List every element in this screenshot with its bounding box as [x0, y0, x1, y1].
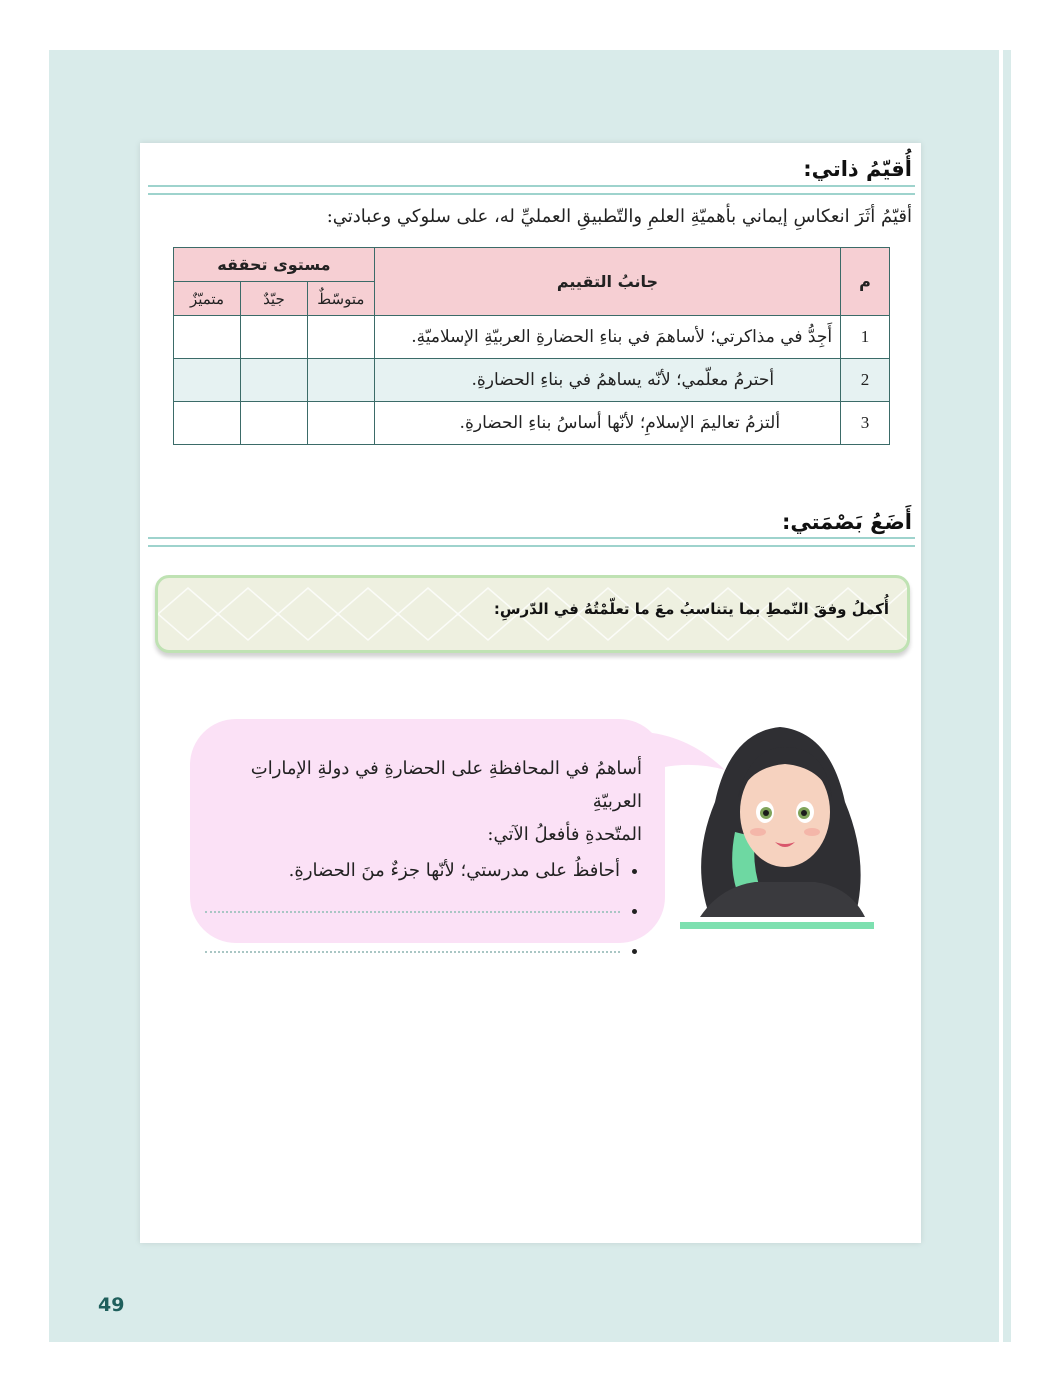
instruction-box: [155, 575, 910, 653]
rating-cell-excellent[interactable]: [174, 402, 241, 445]
row-number: 3: [841, 402, 890, 445]
bubble-list: [197, 851, 642, 971]
rating-cell-excellent[interactable]: [174, 316, 241, 359]
row-number: 2: [841, 359, 890, 402]
assessment-intro: أقيّمُ أثَرَ انعكاسِ إيماني بأهميّةِ العلمِ والتّطبيقِ العمليِّ له، على سلوكي وعبادتي:: [326, 206, 912, 227]
row-number: 1: [841, 316, 890, 359]
heading-rule: [148, 537, 915, 547]
row-aspect: أَجِدُّ في مذاكرتي؛ لأساهمَ في بناءِ الحضارةِ العربيّةِ الإسلاميّةِ.: [374, 316, 840, 359]
bubble-line-2: المتّحدةِ فأفعلُ الآتي:: [487, 824, 642, 845]
rating-cell-good[interactable]: [240, 316, 307, 359]
col-num-header: م: [841, 248, 890, 316]
rating-cell-excellent[interactable]: [174, 359, 241, 402]
page-number: 49: [98, 1294, 125, 1316]
col-level-header: مستوى تحققه: [174, 248, 375, 282]
level-good: جيّدٌ: [240, 282, 307, 316]
rating-cell-good[interactable]: [240, 359, 307, 402]
rating-cell-average[interactable]: [307, 402, 374, 445]
level-excellent: متميّزٌ: [174, 282, 241, 316]
col-aspect-header: جانبُ التقييم: [374, 248, 840, 316]
row-aspect: أحترمُ معلّمي؛ لأنّه يساهمُ في بناءِ الحضارةِ.: [374, 359, 840, 402]
level-average: متوسّطٌ: [307, 282, 374, 316]
answer-line[interactable]: [205, 949, 620, 953]
bubble-line-1: أساهمُ في المحافظةِ على الحضارةِ في دولةِ الإماراتِ العربيّةِ: [250, 758, 642, 812]
row-aspect: ألتزمُ تعاليمَ الإسلامِ؛ لأنّها أساسُ بناءِ الحضارةِ.: [374, 402, 840, 445]
my-imprint-heading: أَضَعُ بَصْمَتي:: [781, 510, 912, 534]
page-edge-strip: [1003, 50, 1011, 1342]
instruction-text: أُكملُ وفقَ النّمطِ بما يتناسبُ معَ ما تعلّمْتُهُ في الدّرسِ:: [493, 600, 889, 618]
table-row: [174, 359, 890, 402]
rating-cell-average[interactable]: [307, 316, 374, 359]
bullet-text: أحافظُ على مدرستي؛ لأنّها جزءٌ منَ الحضارةِ.: [288, 860, 620, 881]
rating-cell-good[interactable]: [240, 402, 307, 445]
student-girl-illustration: [680, 712, 880, 932]
bubble-text: [197, 752, 642, 971]
table-row: [174, 316, 890, 359]
list-item[interactable]: [197, 931, 620, 971]
list-item: [197, 851, 620, 891]
table-row: [174, 402, 890, 445]
list-item[interactable]: [197, 891, 620, 931]
rating-cell-average[interactable]: [307, 359, 374, 402]
answer-line[interactable]: [205, 909, 620, 913]
heading-rule: [148, 185, 915, 195]
assessment-table: [173, 247, 890, 445]
self-assessment-heading: أُقيّمُ ذاتي:: [803, 157, 912, 181]
